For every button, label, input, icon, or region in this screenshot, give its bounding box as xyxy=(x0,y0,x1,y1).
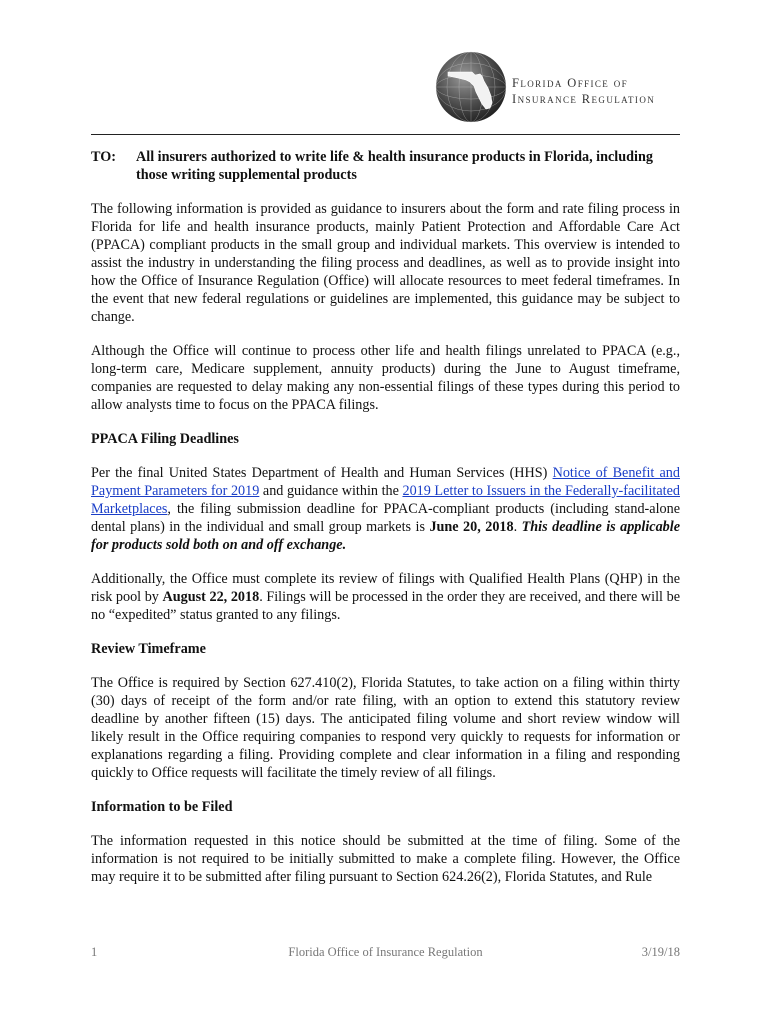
review-timeframe-paragraph: The Office is required by Section 627.410(2), Florida Statutes, to take action on a filing within thirty (30) days of receipt of the form and/or rate filing, with an option to extend this statutory review deadline by another fifteen (15) days. The anticipated filing volume and short review window will likely result in the Office requiring companies to respond very quickly to requests for information or explanations regarding a filing. Providing complete and clear information in a filing and responding quickly to Office requests will facilitate the timely review of all filings. xyxy=(91,675,680,781)
notice-of-benefit-link[interactable]: Notice of Benefit and Payment Parameters for 2019 xyxy=(91,465,680,499)
intro-paragraph: The following information is provided as guidance to insurers about the form and rate filing process in Florida for life and health insurance products, mainly Patient Protection and Affordable Care Act (PPACA) compliant products in the small group and individual markets. This overview is intended to assist the industry in understanding the filing process and deadlines, as well as to provide insight into how the Office of Insurance Regulation (Office) will allocate resources to meet federal timeframes. In the event that new federal regulations or guidelines are implemented, this guidance may be subject to change. xyxy=(91,201,680,325)
to-label: TO: xyxy=(91,149,116,165)
non-ppaca-paragraph: Although the Office will continue to process other life and health filings unrelated to PPACA (e.g., long-term care, Medicare supplement, annuity products) during the June to August timeframe, companies are requested to delay making any non-essential filings of these types during this period to allow analysts time to focus on the PPACA filings. xyxy=(91,343,680,413)
header-divider xyxy=(91,134,680,135)
footer-org: Florida Office of Insurance Regulation xyxy=(288,945,483,959)
to-text: All insurers authorized to write life & health insurance products in Florida, including those writing supplemental products xyxy=(136,149,653,183)
letter-to-issuers-link[interactable]: 2019 Letter to Issuers in the Federally-facilitated Marketplaces xyxy=(91,483,680,517)
document-body xyxy=(91,148,680,902)
agency-logo xyxy=(434,50,684,130)
florida-state-seal-icon xyxy=(434,50,508,124)
qhp-text-2: . Filings will be processed in the order they are received, and there will be no “expedited” status granted to any filings. xyxy=(91,589,680,623)
agency-name xyxy=(512,75,655,107)
qhp-review-date: August 22, 2018 xyxy=(162,589,260,605)
deadline-text-4: . xyxy=(513,519,522,535)
information-paragraph: The information requested in this notice should be submitted at the time of filing. Some of the information is not required to be initially submitted to make a complete filing. However, the Office may require it to be submitted after filing pursuant to Section 624.26(2), Florida Statutes, and Rule xyxy=(91,833,680,885)
page-footer xyxy=(91,945,680,963)
deadline-text-3: , the filing submission deadline for PPACA-compliant products (including stand-alone dental plans) in the individual and small group markets is xyxy=(91,501,680,535)
deadline-paragraph xyxy=(91,464,680,554)
deadline-text-1: Per the final United States Department of Health and Human Services (HHS) xyxy=(91,465,553,481)
page-number: 1 xyxy=(91,945,98,959)
deadline-emphasis: This deadline is applicable for products sold both on and off exchange. xyxy=(91,519,680,553)
section-heading-information-to-be-filed: Information to be Filed xyxy=(91,799,233,815)
qhp-review-paragraph xyxy=(91,570,680,624)
memo-recipients xyxy=(91,148,680,184)
section-heading-review-timeframe: Review Timeframe xyxy=(91,641,206,657)
qhp-text-1: Additionally, the Office must complete its review of filings with Qualified Health Plans (QHP) in the risk pool by xyxy=(91,571,680,605)
agency-name-line1: Florida Office of xyxy=(512,76,629,90)
deadline-text-2: and guidance within the xyxy=(259,483,403,499)
deadline-date: June 20, 2018 xyxy=(429,519,514,535)
section-heading-filing-deadlines: PPACA Filing Deadlines xyxy=(91,431,239,447)
footer-date: 3/19/18 xyxy=(641,945,680,959)
agency-name-line2: Insurance Regulation xyxy=(512,92,656,106)
